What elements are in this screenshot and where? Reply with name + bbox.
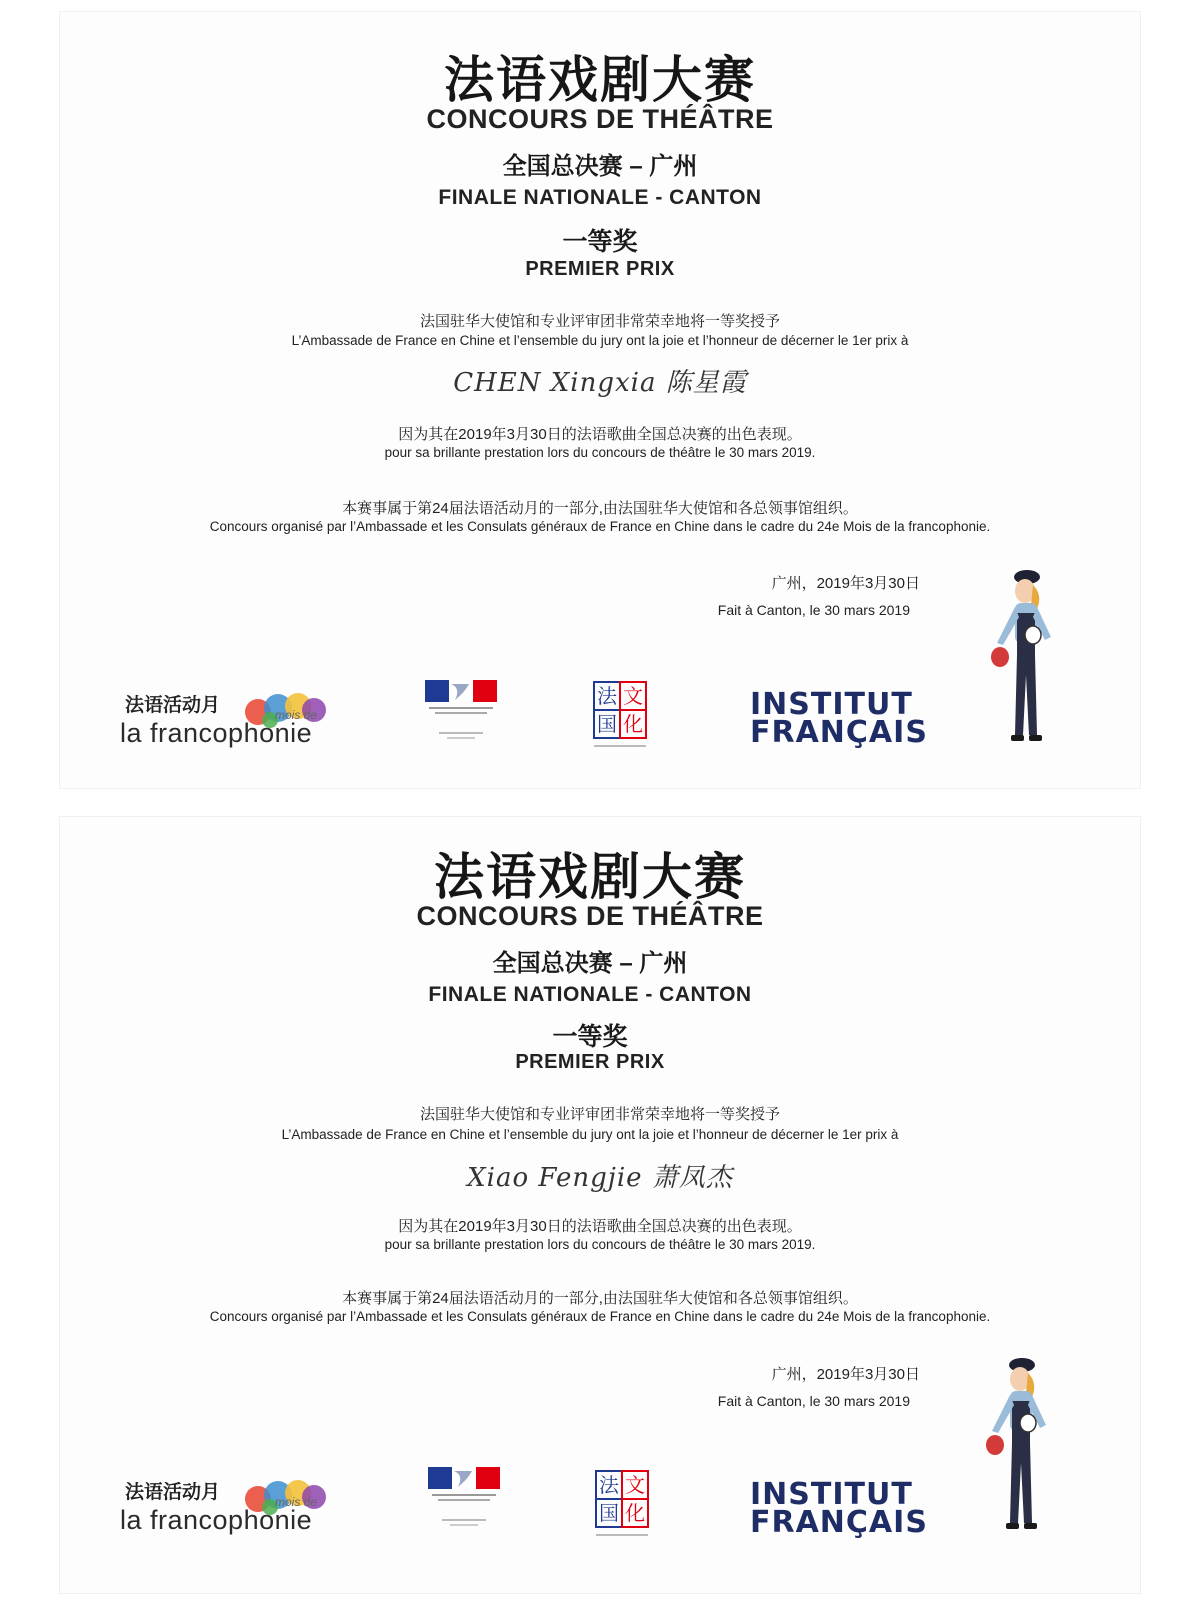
prize-cn: 一等奖 [562,228,638,256]
award-cn: 法国驻华大使馆和专业评审团非常荣幸地将一等奖授予 [419,1106,780,1123]
recipient-name: Xiao Fengjie 萧凤杰 [467,1163,733,1193]
mois-logo-cn: 法语活动月 [125,695,221,716]
date-cn: 广州，2019年3月30日 [771,1366,920,1383]
title-cn: 法语戏剧大赛 [434,849,746,905]
fawenhua-logo [590,678,652,753]
final-fr: FINALE NATIONALE - CANTON [428,983,752,1006]
mois-logo-fr: la francophonie [120,718,313,748]
recipient-name: CHEN Xingxia 陈星霞 [453,368,747,398]
certificate-2 [0,805,1200,1605]
mime-figure-illustration [970,1353,1060,1553]
final-cn: 全国总决赛 – 广州 [502,153,698,180]
mois-francophonie-logo [120,1477,340,1547]
prize-cn: 一等奖 [552,1023,628,1051]
certificate-1 [0,0,1200,800]
title-fr: CONCOURS DE THÉÂTRE [426,104,774,134]
organizer-cn: 本赛事属于第24届法语活动月的一部分,由法国驻华大使馆和各总领事馆组织。 [342,1290,858,1307]
mois-logo-script: mois de [275,1495,318,1509]
fwh-char-1: 法 [597,684,617,708]
fwh-char-4: 化 [623,712,643,736]
award-fr: L’Ambassade de France en Chine et l’ensemble du jury ont la joie et l’honneur de décerner le 1er prix à [281,1127,899,1142]
mime-figure-illustration [975,565,1065,765]
institut-francais-logo [750,685,928,755]
date-fr: Fait à Canton, le 30 mars 2019 [717,602,910,618]
reason-cn: 因为其在2019年3月30日的法语歌曲全国总决赛的出色表现。 [398,426,802,443]
date-cn: 广州，2019年3月30日 [771,575,920,592]
mois-logo-fr: la francophonie [120,1505,313,1535]
title-cn: 法语戏剧大赛 [444,52,756,108]
fwh-char-3: 国 [599,1501,619,1525]
reason-cn: 因为其在2019年3月30日的法语歌曲全国总决赛的出色表现。 [398,1218,802,1235]
mois-logo-script: mois de [275,708,318,722]
fwh-char-2: 文 [623,684,643,708]
prize-fr: PREMIER PRIX [525,258,675,280]
reason-fr: pour sa brillante prestation lors du concours de théâtre le 30 mars 2019. [384,1237,816,1252]
institut-francais-line2: FRANÇAIS [750,1505,928,1540]
organizer-cn: 本赛事属于第24届法语活动月的一部分,由法国驻华大使馆和各总领事馆组织。 [342,500,858,517]
prize-fr: PREMIER PRIX [515,1051,665,1073]
fwh-char-2: 文 [625,1473,645,1497]
institut-francais-line1: INSTITUT [750,1477,913,1512]
institut-francais-line1: INSTITUT [750,687,913,722]
title-fr: CONCOURS DE THÉÂTRE [416,901,764,931]
fawenhua-logo [592,1467,654,1542]
republique-francaise-logo [428,1467,500,1537]
final-cn: 全国总决赛 – 广州 [492,950,688,977]
award-fr: L’Ambassade de France en Chine et l’ensemble du jury ont la joie et l’honneur de décerner le 1er prix à [291,333,909,348]
mois-francophonie-logo [120,690,340,760]
organizer-fr: Concours organisé par l’Ambassade et les Consulats généraux de France en Chine dans le cadre du 24e Mois de la francophonie. [209,1309,991,1324]
mois-logo-cn: 法语活动月 [125,1482,221,1503]
reason-fr: pour sa brillante prestation lors du concours de théâtre le 30 mars 2019. [384,445,816,460]
final-fr: FINALE NATIONALE - CANTON [438,186,762,209]
fwh-char-4: 化 [625,1501,645,1525]
fwh-char-1: 法 [599,1473,619,1497]
fwh-char-3: 国 [597,712,617,736]
organizer-fr: Concours organisé par l’Ambassade et les Consulats généraux de France en Chine dans le cadre du 24e Mois de la francophonie. [209,519,991,534]
republique-francaise-logo [425,680,497,750]
date-fr: Fait à Canton, le 30 mars 2019 [717,1393,910,1409]
institut-francais-logo [750,1475,928,1545]
institut-francais-line2: FRANÇAIS [750,715,928,750]
award-cn: 法国驻华大使馆和专业评审团非常荣幸地将一等奖授予 [419,313,780,330]
